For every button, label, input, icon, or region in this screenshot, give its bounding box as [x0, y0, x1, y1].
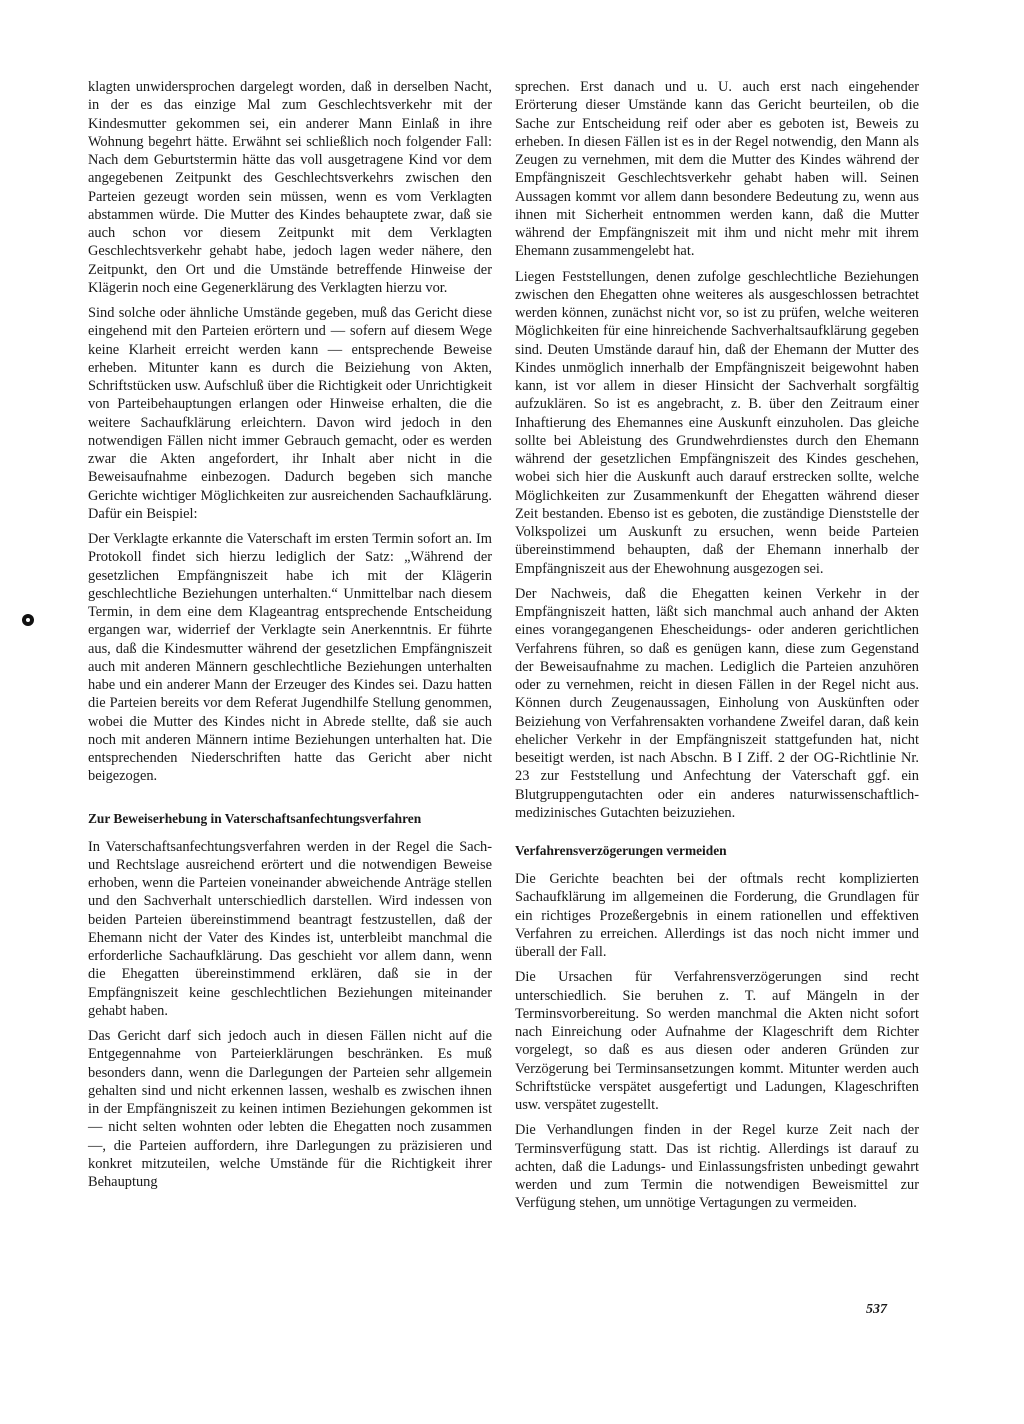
paragraph: Die Gerichte beachten bei der oftmals recht komplizierten Sachaufklärung im allgemeinen die Forderung, die Grundlagen für ein richtiges Prozeßergebnis in einem rationellen und effektiven Verfahren zu erreichen. Allerdings ist das noch nicht immer und überall der Fall.	[515, 871, 919, 960]
paragraph: Das Gericht darf sich jedoch auch in diesen Fällen nicht auf die Entgegennahme von Parteierklärungen beschränken. Es muß besonders dann, wenn die Darlegungen der Parteien sehr allgemein gehalten sind und nicht erkennen lassen, weshalb es zwischen ihnen in der Empfängniszeit zu keinen intimen Beziehungen gekommen ist — nicht selten wohnten oder lebten die Ehegatten noch zusammen —, die Parteien auffordern, ihre Darlegungen zu präzisieren und konkret mitzuteilen, welche Umstände für die Richtigkeit ihrer Behauptung	[88, 1028, 492, 1190]
paragraph: Die Ursachen für Verfahrensverzögerungen sind recht unterschiedlich. Sie beruhen z. T. auf Mängeln in der Terminsvorbereitung. So werden manchmal die Akten nicht sofort nach Einreichung oder Aufnahme der Klageschrift dem Richter vorgelegt, so daß es aus diesen oder anderen Gründen zur Verzögerung bei Terminsansetzungen kommt. Mitunter werden auch Schriftstücke verspätet ausgefertigt und Ladungen, Klageschriften usw. verspätet zugestellt.	[515, 969, 919, 1113]
section-heading: Zur Beweiserhebung in Vaterschaftsanfechtungsverfahren	[88, 810, 422, 826]
punch-hole-mark	[22, 614, 34, 626]
paragraph: Der Nachweis, daß die Ehegatten keinen Verkehr in der Empfängniszeit hatten, läßt sich manchmal auch anhand der Akten eines vorangegangenen Ehescheidungs- oder anderen gerichtlichen Verfahrens führen, so daß es genügen kann, diese zum Gegenstand der Beweisaufnahme zu machen. Lediglich die Parteien anzuhören oder zu vernehmen, reicht in diesen Fällen in der Regel nicht aus. Können durch Zeugenaussagen, Einholung von Auskünften oder Beiziehung von Verfahrensakten vorhandene Zweifel daran, daß kein ehelicher Verkehr in der Empfängniszeit stattgefunden hat, nicht beseitigt werden, ist nach Abschn. B I Ziff. 2 der OG-Richtlinie Nr. 23 zur Feststellung und Anfechtung der Vaterschaft ggf. ein Blutgruppengutachten oder ein anderes naturwissenschaftlich-medizinisches Gutachten beizuziehen.	[515, 585, 919, 821]
right-column	[515, 78, 919, 1220]
paragraph: Die Verhandlungen finden in der Regel kurze Zeit nach der Terminsverfügung statt. Das ist richtig. Allerdings ist darauf zu achten, daß die Ladungs- und Einlassungsfristen unbedingt gewahrt werden und zum Termin die notwendigen Beweismittel zur Verfügung stehen, um unnötige Vertagungen zu vermeiden.	[515, 1122, 919, 1212]
paragraph: Liegen Feststellungen, denen zufolge geschlechtliche Beziehungen zwischen den Ehegatten ohne weiteres als ausgeschlossen betrachtet werden können, zunächst nicht vor, so ist zu prüfen, welche weiteren Möglichkeiten für eine hinreichende Sachverhaltsaufklärung gegeben sind. Deuten Umstände darauf hin, daß der Ehemann der Mutter des Kindes unmöglich innerhalb der Empfängniszeit beigewohnt haben kann, ist vor allem in dieser Hinsicht der Sachverhalt sorgfältig aufzuklären. So ist es angebracht, z. B. über den Zeitraum einer Inhaftierung des Ehemannes eine Auskunft einzuholen. Das gleiche sollte bei Ableistung des Grundwehrdienstes durch den Ehemann während der gesetzlichen Empfängniszeit des Kindes geschehen, wobei sich hier die Auskunft auch darauf erstrecken sollte, welche Möglichkeiten zur Zusammenkunft der Ehegatten während dieser Zeit bestanden. Ebenso ist es geboten, die zuständige Dienststelle der Volkspolizei um Auskunft zu ersuchen, wenn beide Parteien übereinstimmend behaupten, daß der Ehemann innerhalb der Empfängniszeit aus der Ehewohnung ausgezogen sei.	[515, 268, 919, 577]
paragraph: sprechen. Erst danach und u. U. auch erst nach eingehender Erörterung dieser Umstände kann das Gericht beurteilen, ob die Sache zur Entscheidung reif oder aber es geboten ist, Beweis zu erheben. In diesen Fällen ist es in der Regel notwendig, den Mann als Zeugen zu vernehmen, mit dem die Mutter des Kindes während der Empfängniszeit Geschlechtsverkehr gehabt haben will. Seinen Aussagen kommt vor allem dann besondere Bedeutung zu, wenn aus ihnen mit Sicherheit entnommen werden kann, daß die Mutter während der Empfängniszeit mit ihm und nicht mehr mit ihrem Ehemann zusammengelebt hat.	[515, 79, 919, 260]
left-column	[88, 78, 492, 1198]
paragraph: In Vaterschaftsanfechtungsverfahren werden in der Regel die Sach- und Rechtslage ausreichend erörtert und die notwendigen Beweise erhoben, wenn die Parteien voneinander abweichende Anträge stellen und den Sachverhalt unterschiedlich darstellen. Wird indessen von beiden Parteien übereinstimmend beantragt festzustellen, daß der Ehemann nicht der Vater des Kindes ist, unterbleibt manchmal die erforderliche Sachaufklärung. Das geschieht vor allem dann, wenn die Ehegatten übereinstimmend erklären, daß sie in der Empfängniszeit keine geschlechtlichen Beziehungen miteinander gehabt haben.	[88, 838, 492, 1019]
page-number: 537	[866, 1302, 887, 1317]
paragraph: Sind solche oder ähnliche Umstände gegeben, muß das Gericht diese eingehend mit den Parteien erörtern und — sofern auf diesem Wege keine Klarheit erreicht werden kann — entsprechende Beweise erheben. Mitunter kann es durch die Beiziehung von Akten, Schriftstücken usw. Aufschluß über die Richtigkeit oder Unrichtigkeit von Parteibehauptungen erlangen oder Hinweise erhalten, die die weitere Sachaufklärung erleichtern. Davon wird jedoch in den notwendigen Fällen nicht immer Gebrauch gemacht, oder es werden zwar die Akten angefordert, ihr Inhalt aber nicht in die Beweisaufnahme einbezogen. Dadurch begeben sich manche Gerichte wichtiger Möglichkeiten zur ausreichenden Sachaufklärung. Dafür ein Beispiel:	[88, 305, 492, 522]
section-heading: Verfahrensverzögerungen vermeiden	[515, 843, 727, 858]
paragraph: klagten unwidersprochen dargelegt worden, daß in derselben Nacht, in der es das einzige Mal zum Geschlechtsverkehr mit der Kindesmutter gekommen sei, ein anderer Mann Einlaß in ihre Wohnung begehrt hätte. Erwähnt sei schließlich noch folgender Fall: Nach dem Geburtstermin hätte das voll ausgetragene Kind vor dem angegebenen Zeitpunkt des Geschlechtsverkehrs zwischen den Parteien gezeugt worden sein müssen, wenn es vom Verklagten abstammen würde. Die Mutter des Kindes behauptete zwar, daß sie auch schon vor diesem Zeitpunkt mit dem Verklagten Geschlechtsverkehr gehabt habe, jedoch lagen weder nähere, den Zeitpunkt, den Ort und die Umstände betreffende Hinweise der Klägerin noch eine Gegenerklärung des Verklagten hierzu vor.	[88, 79, 492, 296]
paragraph: Der Verklagte erkannte die Vaterschaft im ersten Termin sofort an. Im Protokoll findet sich hierzu lediglich der Satz: „Während der gesetzlichen Empfängniszeit habe ich mit der Klägerin geschlechtliche Beziehungen unterhalten.“ Unmittelbar nach diesem Termin, in dem eine dem Klageantrag entsprechende Entscheidung ergangen war, widerrief der Verklagte sein Anerkenntnis. Er führte aus, daß die Kindesmutter während der gesetzlichen Empfängniszeit auch mit anderen Männern geschlechtliche Beziehungen unterhalten habe und ein anderer Mann der Erzeuger des Kindes sei. Dazu hatten die Parteien bereits vor dem Referat Jugendhilfe Stellung genommen, wobei die Mutter des Kindes nicht in Abrede stellte, daß sie auch noch mit anderen Männern intime Beziehungen unterhalten hat. Die entsprechenden Niederschriften hatte das Gericht aber nicht beigezogen.	[88, 531, 492, 785]
